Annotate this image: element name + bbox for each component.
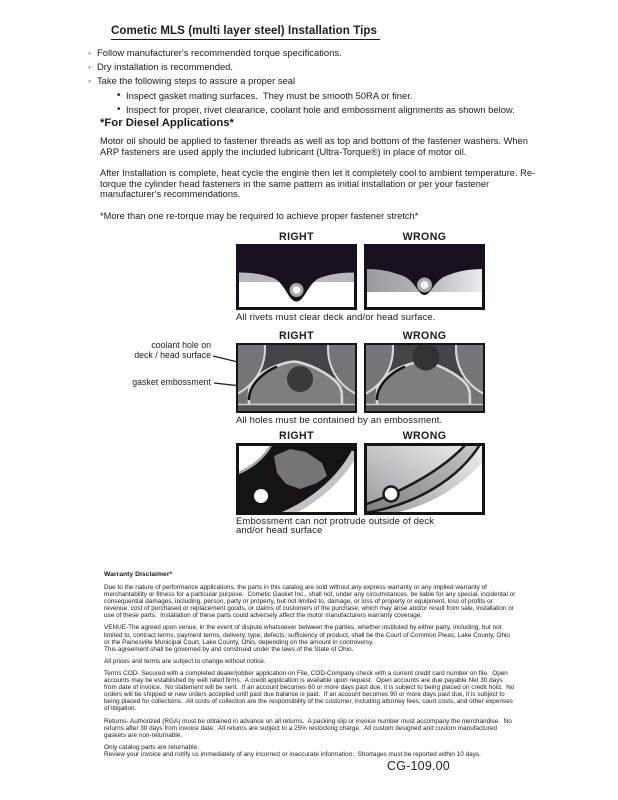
coolant-hole	[287, 366, 313, 392]
bolt-hole	[254, 489, 268, 503]
disclaimer-paragraph: Due to the nature of performance applications, the parts in this catalog are sold without any express warranty or any implied warranty of merchantability or fitness for a particular purpose. Cometic Gasket Inc., shall not, under any circumstances, be liable for any special, incidental or consequential damages, including, person, party or property, but not limited to, damage, or loss of property or equipment, loss of profits or revenue, cost of purchased or replacement goods, or claims of customers of the purchase, which may arise and/or result from sale, installation or use of these parts. Installation of these parts could adversely affect the motor manufacturers warranty coverage.	[104, 584, 518, 620]
tip-subitem: • Inspect gasket mating surfaces. They must be smooth 50RA or finer.	[117, 89, 568, 103]
diesel-paragraph: Motor oil should be applied to fastener threads as well as top and bottom of the fastener washers. When ARP fasteners are used apply the included lubricant (Ultra-Torque®) in place of motor oil.	[100, 136, 530, 157]
page-title: Cometic MLS (multi layer steel) Installation Tips	[111, 25, 380, 40]
tip-subitem: • Inspect for proper, rivet clearance, coolant hole and embossment alignments as shown below.	[117, 103, 568, 117]
embossment-right-panel	[236, 343, 357, 413]
gasket-embossment-label: gasket embossment	[132, 377, 211, 387]
disclaimer-paragraph: This agreement shall be governed by and construed under the laws of the State of Ohio.	[104, 645, 354, 653]
page-code: CG-109.00	[387, 759, 450, 773]
installation-tips-list	[88, 46, 568, 117]
diesel-applications-section	[100, 117, 544, 233]
coolant-hole-label: coolant hole on deck / head surface	[134, 340, 211, 360]
embossment-wrong-panel	[364, 343, 485, 413]
diagram-caption: Embossment can not protrude outside of deck and/or head surface	[236, 516, 435, 536]
tip-item: ◦ Dry installation is recommended.	[88, 60, 568, 74]
disclaimer-heading: Warranty Disclaimer*	[104, 571, 173, 578]
tip-item: ◦ Follow manufacturer's recommended torque specifications.	[88, 46, 568, 60]
disclaimer-paragraph: Review your invoice and notify us immediately of any incorrect or inaccurate information. Shortages must be reported within 10 days.	[104, 750, 481, 758]
protrusion-right-panel	[236, 443, 357, 515]
diagram-set-embossment-protrusion	[236, 430, 606, 536]
right-label: RIGHT	[279, 231, 314, 243]
right-label: RIGHT	[279, 430, 314, 442]
wrong-label: WRONG	[402, 330, 447, 342]
diagram-set-embossment-containment	[120, 330, 490, 430]
wrong-label: WRONG	[402, 430, 447, 442]
disclaimer-paragraph: Returns- Authorized (RGA) must be obtained in advance on all returns. A packing slip or invoice number must accompany the merchandise. No returns after 30 days from invoice date. All returns are subject to a 25% restocking charge. All custom designed and custom manufactured gaskets are non-returnable.	[104, 717, 514, 739]
disclaimer-paragraph: Terms COD- Secured with a completed dealer/jobber application on File, COD-Company check with a current credit card number on file. Open accounts may be established by well rated firms. A credit application is available upon request. Open accounts are due payable Net 30 days from date of invoice. No statement will be sent. If an account becomes 60 or more days past due, it is subject to being placed on credit hold. No orders will be shipped or new orders accepted until past due balance is paid. If an account becomes 90 or more days past due, it is subject to being placed for collections. All costs of collection are the responsibility of the customer, including attorney fees, court costs, and other expenses of litigation.	[104, 669, 517, 713]
disclaimer-paragraph: VENUE-The agreed upon venue, in the event of dispute whatsoever between the parties, whether instituted by either party, including, but not limited to, contract terms, payment terms, delivery, type, defects, sufficiency of product, shall be the Court of Common Pleas, Lake County, Ohio or the Painesville Municipal Court, Lake County, Ohio, depending on the amount in controversy.	[104, 624, 512, 646]
bolt-hole	[384, 487, 399, 502]
diagram-set-rivet-clearance	[236, 231, 606, 323]
diagram-caption: All rivets must clear deck and/or head surface.	[236, 312, 436, 323]
protrusion-wrong-panel	[364, 443, 485, 515]
diesel-paragraph: *More than one re-torque may be required to achieve proper fastener stretch*	[100, 210, 419, 221]
disclaimer-paragraph: Only catalog parts are returnable.	[104, 743, 199, 751]
rivet-wrong-panel	[364, 244, 485, 310]
wrong-label: WRONG	[402, 231, 447, 243]
right-label: RIGHT	[279, 330, 314, 342]
diesel-paragraph: After Installation is complete, heat cycle the engine then let it completely cool to ambient temperature. Re-torque the cylinder head fasteners in the same pattern as initial installation or per your fastener manufacturer's recommendations.	[100, 168, 536, 200]
rivet-right-panel	[236, 244, 357, 310]
warranty-disclaimer-section	[104, 571, 516, 758]
diesel-heading: *For Diesel Applications*	[100, 117, 234, 129]
tip-item: ◦ Take the following steps to assure a proper seal	[88, 74, 568, 88]
diagram-caption: All holes must be contained by an embossment.	[236, 415, 443, 426]
disclaimer-paragraph: All prices and terms are subject to change without notice.	[104, 657, 266, 665]
coolant-hole	[413, 344, 440, 371]
